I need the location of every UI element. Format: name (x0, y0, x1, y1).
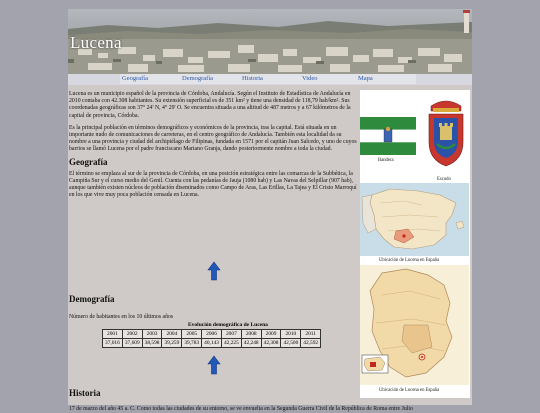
historia-text: 17 de marzo del año 45 a. C. Como todas las ciudades de su entorno, se ve envuelta en la Segunda Guerra Civil de la República de Roma entre Julio (69, 406, 413, 412)
table-cell-value: 42,225 (221, 339, 241, 348)
arrow-up-icon (208, 262, 220, 280)
flag-image (360, 117, 416, 155)
table-cell-year: 2008 (241, 330, 261, 339)
header-banner (68, 9, 472, 74)
spain-map-image (360, 183, 469, 256)
arrow-up-icon (208, 356, 220, 374)
province-map-caption: Ubicación de Lucena en España (379, 388, 440, 393)
table-cell-year: 2006 (202, 330, 222, 339)
main-column (69, 91, 359, 205)
nav-link-demografia[interactable]: Demografía (180, 74, 240, 84)
table-cell-year: 2004 (162, 330, 182, 339)
back-to-top-link[interactable] (208, 356, 220, 374)
province-map (360, 265, 469, 385)
table-cell-year: 2002 (122, 330, 142, 339)
table-cell-value: 42,500 (281, 339, 301, 348)
nav-link-geografia[interactable]: Geografía (120, 74, 180, 84)
geografia-heading: Geografía (69, 156, 108, 167)
table-cell-value: 39,259 (162, 339, 182, 348)
province-map-image (360, 265, 469, 385)
table-cell-value: 37,609 (122, 339, 142, 348)
table-cell-value: 39,783 (182, 339, 202, 348)
table-title: Evolución demográfica de Lucena (188, 322, 268, 328)
table-cell-year: 2001 (103, 330, 123, 339)
table-row (103, 330, 321, 339)
nav-link-video[interactable]: Video (300, 74, 360, 84)
site-title: Lucena (70, 33, 122, 52)
sidebar (360, 90, 470, 398)
historia-heading: Historia (69, 388, 101, 398)
nav-bar (68, 74, 472, 85)
geografia-text: El término se emplaza al sur de la provincia de Córdoba, en una posición estratégica entre las comarcas de la Subbética, la Campiña Sur y el curso medio del Genil. Cuenta con las pedanías de Jauja (1080 hab) y Las Navas del Selpillar (907 hab), aunque también existen núcleos de población diseminados como Campo de Aras, Las Erillas, La Tajea y El Cristo Marroquí en los que vive muy poca población censada en Lucena. (69, 170, 357, 199)
table-cell-value: 40,143 (202, 339, 222, 348)
table-cell-value: 42,592 (301, 339, 321, 348)
table-row (103, 339, 321, 348)
table-cell-year: 2009 (261, 330, 281, 339)
table-cell-value: 37,016 (103, 339, 123, 348)
table-cell-year: 2011 (301, 330, 321, 339)
flag-caption: Bandera (378, 158, 394, 163)
demografia-intro: Número de habitantes en los 10 últimos años (69, 314, 174, 320)
coat-of-arms-caption: Escudo (437, 177, 451, 182)
table-cell-value: 42,308 (261, 339, 281, 348)
table-cell-year: 2003 (142, 330, 162, 339)
content-area (68, 85, 472, 412)
page (68, 9, 472, 412)
spain-map (360, 183, 469, 256)
table-cell-value: 38,598 (142, 339, 162, 348)
spain-map-caption: Ubicación de Lucena en España (379, 258, 440, 263)
table-cell-year: 2005 (182, 330, 202, 339)
nav-link-historia[interactable]: Historia (240, 74, 300, 84)
intro-paragraph-1: Lucena es un municipio español de la provincia de Córdoba, Andalucía. Según el Instituto de Estadística de Andalucía en 2010 contaba con 42.308 habitantes. Su extensión superficial es de 351 km² y tiene una densidad de 118,79 hab/km². Sus coordenadas geográficas son 37° 24' N, 4° 29' O. Se encuentra situada a una altitud de 487 metros y a 67 kilómetros de la capital de provincia, Córdoba. (69, 91, 351, 119)
table-cell-year: 2010 (281, 330, 301, 339)
nav-link-mapa[interactable]: Mapa (356, 74, 416, 84)
demografia-heading: Demografía (69, 294, 115, 304)
intro-paragraph-2: Es la principal población en términos demográficos y económicos de la provincia, tras la capital. Está situada en un importante nudo de comunicaciones de carreteras, en el centro geográfico de Andalucía. También esta localidad da su nombre a una provincia y ciudad del archipiélago de Filipinas, fundada en 1571 por el capitán Juan Salcedo, y uno de cuyos barrios se llamó Lucena por el padre franciscano Mariano Granja, dando posteriormente nombre a toda la ciudad. (69, 124, 357, 153)
coat-of-arms-image (423, 94, 469, 174)
population-table (102, 329, 321, 348)
town-photo (68, 9, 472, 74)
back-to-top-link[interactable] (208, 262, 220, 280)
table-cell-year: 2007 (221, 330, 241, 339)
table-cell-value: 42,248 (241, 339, 261, 348)
